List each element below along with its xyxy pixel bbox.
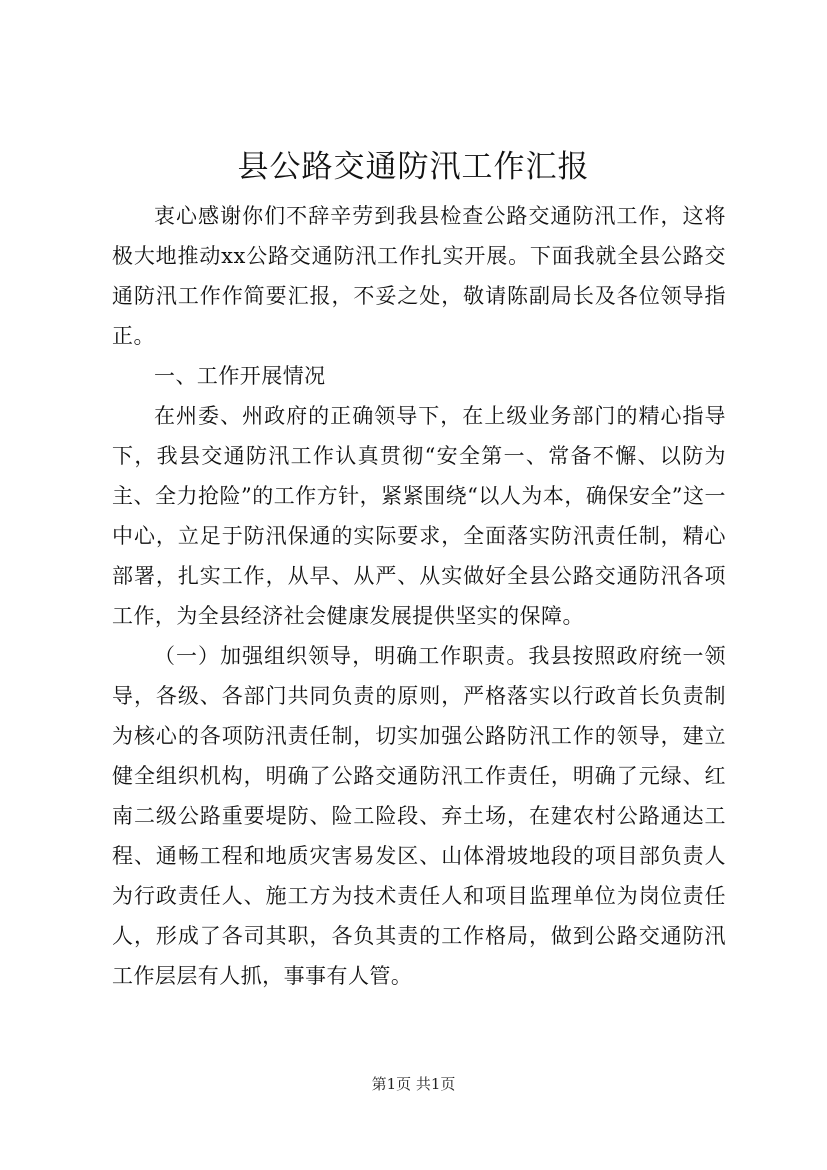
paragraph-intro: 衷心感谢你们不辞辛劳到我县检查公路交通防汛工作，这将极大地推动xx公路交通防汛工作扎实开展。下面我就全县公路交通防汛工作作简要汇报，不妥之处，敬请陈副局长及各位领导指正。 — [112, 204, 726, 348]
page-number: 第1页 共1页 — [371, 1075, 456, 1093]
section-heading: 一、工作开展情况 — [154, 364, 326, 388]
paragraph-organization: （一）加强组织领导，明确工作职责。我县按照政府统一领导，各级、各部门共同负责的原则，严格落实以行政首长负责制为核心的各项防汛责任制，切实加强公路防汛工作的领导，建立健全组织机构，明确了公路交通防汛工作责任，明确了元绿、红南二级公路重要堤防、险工险段、弃土场，在建农村公路通达工程、通畅工程和地质灾害易发区、山体滑坡地段的项目部负责人为行政责任人、施工方为技术责任人和项目监理单位为岗位责任人，形成了各司其职，各负其责的工作格局，做到公路交通防汛工作层层有人抓，事事有人管。 — [112, 644, 726, 988]
paragraph-overview: 在州委、州政府的正确领导下，在上级业务部门的精心指导下，我县交通防汛工作认真贯彻“安全第一、常备不懈、以防为主、全力抢险”的工作方针，紧紧围绕“以人为本，确保安全”这一中心，立足于防汛保通的实际要求，全面落实防汛责任制，精心部署，扎实工作，从早、从严、从实做好全县公路交通防汛各项工作，为全县经济社会健康发展提供坚实的保障。 — [112, 404, 726, 628]
document-body — [112, 196, 726, 996]
document-title: 县公路交通防汛工作汇报 — [237, 149, 590, 185]
page-footer — [0, 1074, 827, 1094]
